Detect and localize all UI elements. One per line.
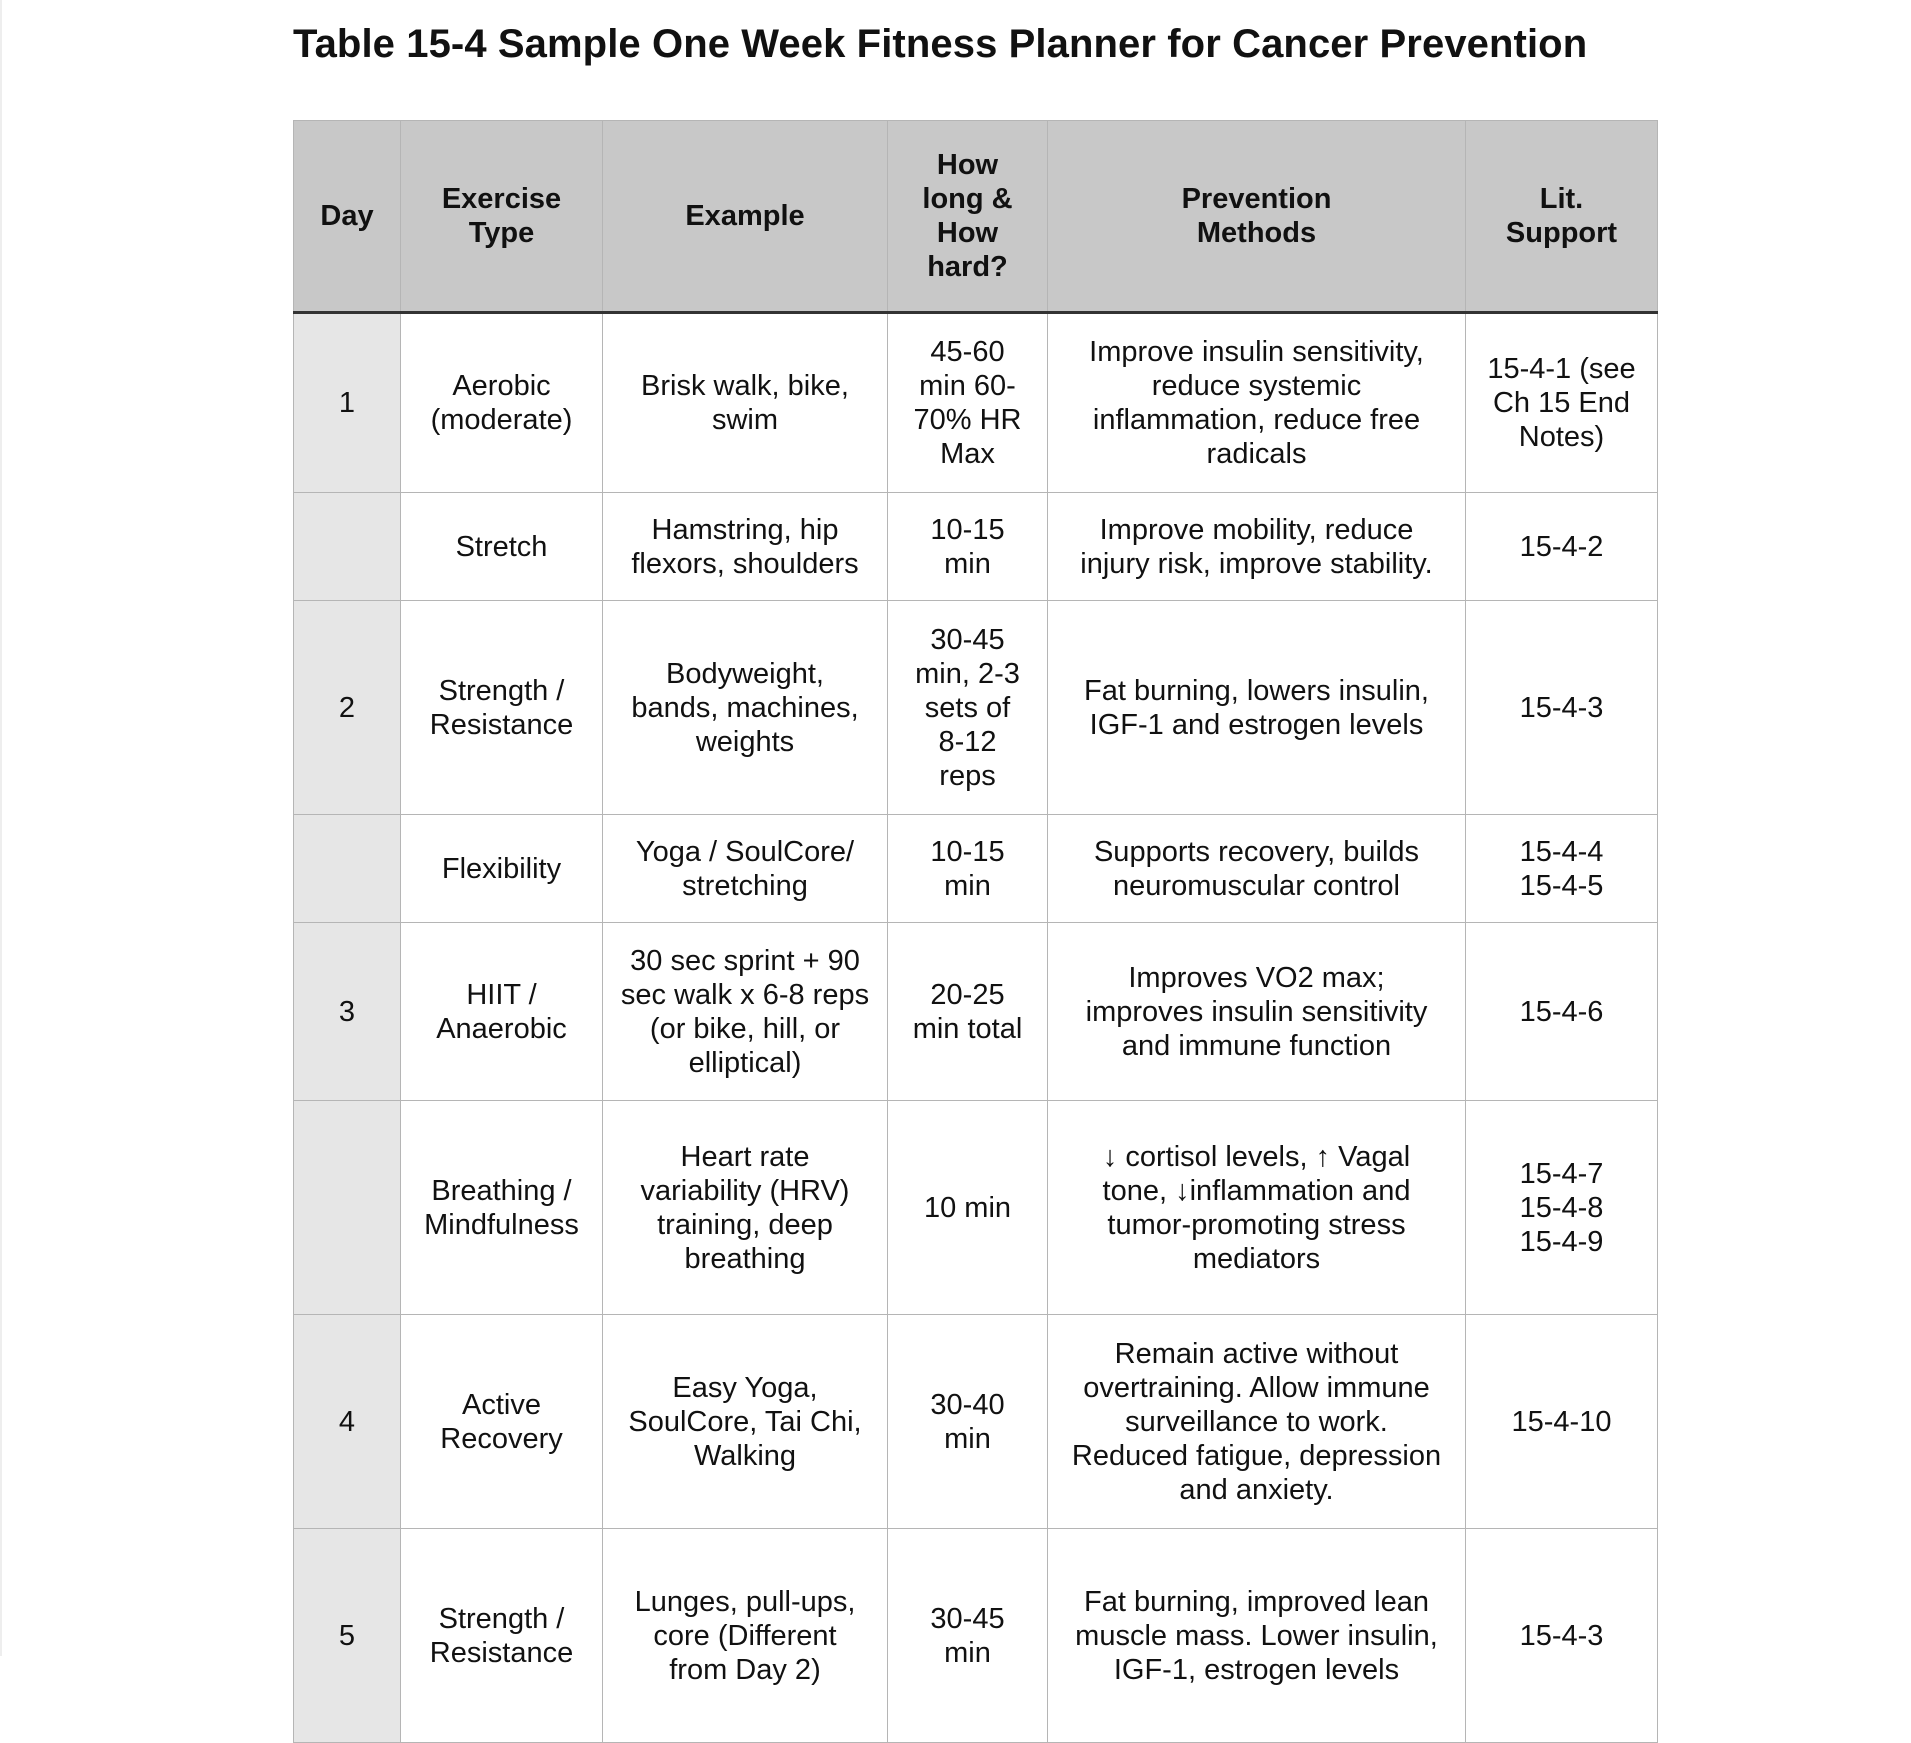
exercise-type-cell: Stretch — [401, 493, 603, 601]
how-long-cell: 10-15 min — [888, 493, 1048, 601]
exercise-type-cell: Flexibility — [401, 815, 603, 923]
example-cell: Brisk walk, bike, swim — [603, 313, 888, 493]
lit-support-cell: 15-4-4 15-4-5 — [1466, 815, 1658, 923]
example-cell: Heart rate variability (HRV) training, deep breathing — [603, 1101, 888, 1315]
table-row — [294, 493, 1658, 601]
how-long-cell: 30-45 min, 2-3 sets of 8-12 reps — [888, 601, 1048, 815]
day-cell: 5 — [294, 1529, 401, 1743]
day-cell — [294, 493, 401, 601]
exercise-type-cell: HIIT / Anaerobic — [401, 923, 603, 1101]
exercise-type-cell: Strength / Resistance — [401, 601, 603, 815]
example-cell: Lunges, pull-ups, core (Different from Day 2) — [603, 1529, 888, 1743]
prevention-cell: Fat burning, improved lean muscle mass. Lower insulin, IGF-1, estrogen levels — [1048, 1529, 1466, 1743]
header-exercise-type: Exercise Type — [401, 121, 603, 313]
exercise-type-cell: Aerobic (moderate) — [401, 313, 603, 493]
exercise-type-cell: Breathing / Mindfulness — [401, 1101, 603, 1315]
example-cell: Bodyweight, bands, machines, weights — [603, 601, 888, 815]
prevention-cell: Supports recovery, builds neuromuscular control — [1048, 815, 1466, 923]
prevention-cell: Fat burning, lowers insulin, IGF-1 and estrogen levels — [1048, 601, 1466, 815]
page-edge — [0, 0, 2, 1656]
day-cell: 3 — [294, 923, 401, 1101]
how-long-cell: 30-45 min — [888, 1529, 1048, 1743]
how-long-cell: 10-15 min — [888, 815, 1048, 923]
day-cell — [294, 1101, 401, 1315]
header-lit-support: Lit. Support — [1466, 121, 1658, 313]
header-example: Example — [603, 121, 888, 313]
prevention-cell: Improves VO2 max; improves insulin sensitivity and immune function — [1048, 923, 1466, 1101]
table-row — [294, 1101, 1658, 1315]
table-row — [294, 815, 1658, 923]
lit-support-cell: 15-4-2 — [1466, 493, 1658, 601]
how-long-cell: 20-25 min total — [888, 923, 1048, 1101]
lit-support-cell: 15-4-3 — [1466, 1529, 1658, 1743]
lit-support-cell: 15-4-10 — [1466, 1315, 1658, 1529]
table-row — [294, 1315, 1658, 1529]
header-day: Day — [294, 121, 401, 313]
table-row — [294, 923, 1658, 1101]
prevention-cell: ↓ cortisol levels, ↑ Vagal tone, ↓inflammation and tumor-promoting stress mediators — [1048, 1101, 1466, 1315]
table-row — [294, 1529, 1658, 1743]
example-cell: Easy Yoga, SoulCore, Tai Chi, Walking — [603, 1315, 888, 1529]
header-how-long: How long & How hard? — [888, 121, 1048, 313]
header-prevention-methods: Prevention Methods — [1048, 121, 1466, 313]
prevention-cell: Remain active without overtraining. Allow immune surveillance to work. Reduced fatigue, depression and anxiety. — [1048, 1315, 1466, 1529]
day-cell: 1 — [294, 313, 401, 493]
lit-support-cell: 15-4-1 (see Ch 15 End Notes) — [1466, 313, 1658, 493]
lit-support-cell: 15-4-6 — [1466, 923, 1658, 1101]
how-long-cell: 10 min — [888, 1101, 1048, 1315]
lit-support-cell: 15-4-7 15-4-8 15-4-9 — [1466, 1101, 1658, 1315]
fitness-planner-table — [293, 120, 1658, 1743]
day-cell — [294, 815, 401, 923]
table-container — [293, 120, 1657, 1686]
exercise-type-cell: Active Recovery — [401, 1315, 603, 1529]
table-title: Table 15-4 Sample One Week Fitness Planner for Cancer Prevention — [293, 22, 1588, 66]
lit-support-cell: 15-4-3 — [1466, 601, 1658, 815]
header-row — [294, 121, 1658, 313]
how-long-cell: 30-40 min — [888, 1315, 1048, 1529]
prevention-cell: Improve insulin sensitivity, reduce systemic inflammation, reduce free radicals — [1048, 313, 1466, 493]
table-row — [294, 313, 1658, 493]
example-cell: 30 sec sprint + 90 sec walk x 6-8 reps (or bike, hill, or elliptical) — [603, 923, 888, 1101]
table-row — [294, 601, 1658, 815]
prevention-cell: Improve mobility, reduce injury risk, improve stability. — [1048, 493, 1466, 601]
example-cell: Yoga / SoulCore/ stretching — [603, 815, 888, 923]
day-cell: 2 — [294, 601, 401, 815]
example-cell: Hamstring, hip flexors, shoulders — [603, 493, 888, 601]
day-cell: 4 — [294, 1315, 401, 1529]
exercise-type-cell: Strength / Resistance — [401, 1529, 603, 1743]
how-long-cell: 45-60 min 60-70% HR Max — [888, 313, 1048, 493]
